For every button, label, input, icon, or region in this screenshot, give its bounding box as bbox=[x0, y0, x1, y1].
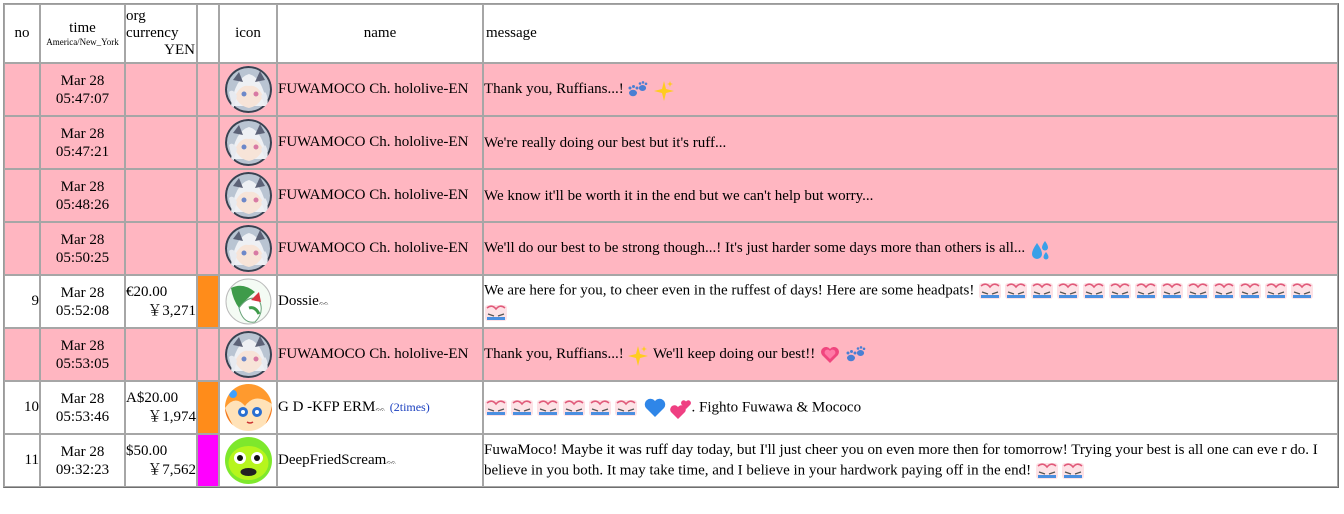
row-date: Mar 28 bbox=[60, 390, 105, 407]
row-clock: 05:47:21 bbox=[55, 143, 110, 160]
row-time bbox=[40, 116, 125, 169]
paw-prints-icon bbox=[845, 345, 867, 365]
message-text: We are here for you, to cheer even in the ruffest of days! Here are some headpats! bbox=[484, 281, 975, 298]
row-message bbox=[483, 275, 1338, 328]
row-icon bbox=[219, 434, 277, 487]
table-row bbox=[4, 222, 1338, 275]
row-time bbox=[40, 434, 125, 487]
table-row bbox=[4, 63, 1338, 116]
superchat-count: (2times) bbox=[389, 399, 430, 414]
headpat-emote-icon bbox=[1004, 280, 1028, 302]
table-header-row bbox=[4, 4, 1338, 63]
message-text: We're really doing our best but it's ruff... bbox=[484, 134, 727, 151]
col-header-org-currency-label: org currency bbox=[126, 8, 179, 41]
row-no bbox=[4, 169, 40, 222]
two-hearts-icon bbox=[670, 398, 692, 418]
original-amount: €20.00 bbox=[126, 283, 168, 300]
username: G D -KFP ERM bbox=[278, 398, 376, 415]
yen-amount: ￥3,271 bbox=[147, 302, 196, 319]
headpat-emote-icon bbox=[1160, 280, 1184, 302]
message-text: We'll do our best to be strong though...! It's just harder some days more than others is all... bbox=[484, 240, 1026, 257]
col-header-time-label: time bbox=[69, 19, 96, 36]
message-text-b: We'll keep doing our best!! bbox=[652, 346, 816, 363]
blue-heart-icon bbox=[644, 398, 666, 418]
headpat-emote-icon bbox=[1290, 280, 1314, 302]
fuwamoco-avatar[interactable] bbox=[225, 225, 272, 272]
row-icon bbox=[219, 275, 277, 328]
gd-avatar[interactable] bbox=[225, 384, 272, 431]
col-header-icon: icon bbox=[219, 4, 277, 63]
original-amount: A$20.00 bbox=[126, 389, 179, 406]
headpat-emote-icon bbox=[614, 397, 638, 419]
table-row bbox=[4, 169, 1338, 222]
row-icon bbox=[219, 222, 277, 275]
sparkles-icon bbox=[627, 345, 649, 365]
row-no bbox=[4, 328, 40, 381]
row-name: FUWAMOCO Ch. hololive-EN bbox=[277, 63, 483, 116]
row-date: Mar 28 bbox=[60, 178, 105, 195]
row-icon bbox=[219, 169, 277, 222]
row-clock: 05:48:26 bbox=[55, 196, 110, 213]
row-message bbox=[483, 434, 1338, 487]
row-date: Mar 28 bbox=[60, 125, 105, 142]
message-text: . Fighto Fuwawa & Mococo bbox=[691, 398, 862, 415]
fuwamoco-avatar[interactable] bbox=[225, 66, 272, 113]
headpat-emote-icon bbox=[1056, 280, 1080, 302]
member-badge-icon: ᨐ bbox=[318, 296, 330, 307]
row-date: Mar 28 bbox=[60, 72, 105, 89]
row-amount bbox=[125, 381, 197, 434]
headpat-emote-icon bbox=[1082, 280, 1106, 302]
col-header-yen: YEN bbox=[164, 42, 195, 58]
row-color-swatch bbox=[197, 275, 219, 328]
col-header-time bbox=[40, 4, 125, 63]
headpat-emote-icon bbox=[978, 280, 1002, 302]
row-amount bbox=[125, 222, 197, 275]
row-color-swatch bbox=[197, 434, 219, 487]
sparkles-icon bbox=[653, 80, 675, 100]
row-color-swatch bbox=[197, 222, 219, 275]
fuwamoco-avatar[interactable] bbox=[225, 119, 272, 166]
row-amount bbox=[125, 169, 197, 222]
row-icon bbox=[219, 116, 277, 169]
table-row bbox=[4, 275, 1338, 328]
member-badge-icon: ᨐ bbox=[375, 402, 386, 413]
message-text: Thank you, Ruffians...! bbox=[484, 81, 624, 98]
row-no bbox=[4, 222, 40, 275]
member-badge-icon: ᨐ bbox=[386, 455, 397, 466]
sweat-droplets-icon bbox=[1029, 239, 1051, 259]
row-amount bbox=[125, 63, 197, 116]
row-time bbox=[40, 63, 125, 116]
row-date: Mar 28 bbox=[60, 337, 105, 354]
row-name bbox=[277, 434, 483, 487]
headpat-emote-icon bbox=[1212, 280, 1236, 302]
headpat-emote-icon bbox=[1035, 460, 1059, 482]
username: Dossie bbox=[278, 292, 319, 309]
row-clock: 05:47:07 bbox=[55, 90, 110, 107]
col-header-no: no bbox=[4, 4, 40, 63]
row-no: 9 bbox=[4, 275, 40, 328]
headpat-emote-icon bbox=[1238, 280, 1262, 302]
heart-icon bbox=[819, 345, 841, 365]
row-name: FUWAMOCO Ch. hololive-EN bbox=[277, 169, 483, 222]
headpat-emotes bbox=[484, 399, 640, 415]
row-name bbox=[277, 275, 483, 328]
row-time bbox=[40, 222, 125, 275]
headpat-emote-icon bbox=[1134, 280, 1158, 302]
headpat-emote-icon bbox=[1264, 280, 1288, 302]
row-message bbox=[483, 222, 1338, 275]
col-header-timezone: America/New_York bbox=[46, 36, 119, 47]
fuwamoco-avatar[interactable] bbox=[225, 172, 272, 219]
headpat-emote-icon bbox=[1108, 280, 1132, 302]
row-message bbox=[483, 381, 1338, 434]
row-color-swatch bbox=[197, 328, 219, 381]
row-clock: 09:32:23 bbox=[55, 461, 110, 478]
row-amount bbox=[125, 434, 197, 487]
gardevoir-avatar[interactable] bbox=[225, 278, 272, 325]
yen-amount: ￥7,562 bbox=[147, 461, 196, 478]
col-header-message: message bbox=[483, 4, 1338, 63]
row-time bbox=[40, 275, 125, 328]
superchat-table bbox=[3, 3, 1339, 488]
row-clock: 05:53:46 bbox=[55, 408, 110, 425]
table-row bbox=[4, 328, 1338, 381]
headpat-emotes bbox=[1035, 462, 1087, 478]
message-text-a: Thank you, Ruffians...! bbox=[484, 346, 624, 363]
headpat-emote-icon bbox=[588, 397, 612, 419]
paw-prints-icon bbox=[627, 80, 649, 100]
deepfriedscream-avatar[interactable] bbox=[225, 437, 272, 484]
row-no bbox=[4, 116, 40, 169]
row-name: FUWAMOCO Ch. hololive-EN bbox=[277, 116, 483, 169]
fuwamoco-avatar[interactable] bbox=[225, 331, 272, 378]
row-date: Mar 28 bbox=[60, 231, 105, 248]
original-amount: $50.00 bbox=[126, 442, 168, 459]
message-text: FuwaMoco! Maybe it was ruff day today, but I'll just cheer you on even more then for tomorrow! Trying your best is all one can eve r do. I believe in you both. It may take time, and I believe in your hardwork paying off in the end! bbox=[484, 441, 1318, 478]
col-header-color bbox=[197, 4, 219, 63]
row-color-swatch bbox=[197, 381, 219, 434]
headpat-emote-icon bbox=[536, 397, 560, 419]
table-row bbox=[4, 116, 1338, 169]
row-message bbox=[483, 63, 1338, 116]
row-message bbox=[483, 169, 1338, 222]
row-no: 10 bbox=[4, 381, 40, 434]
table-row bbox=[4, 434, 1338, 487]
row-name: FUWAMOCO Ch. hololive-EN bbox=[277, 328, 483, 381]
row-no bbox=[4, 63, 40, 116]
row-clock: 05:52:08 bbox=[55, 302, 110, 319]
row-message bbox=[483, 328, 1338, 381]
row-clock: 05:50:25 bbox=[55, 249, 110, 266]
headpat-emote-icon bbox=[510, 397, 534, 419]
col-header-org-currency bbox=[125, 4, 197, 63]
row-time bbox=[40, 169, 125, 222]
table-row bbox=[4, 381, 1338, 434]
row-no: 11 bbox=[4, 434, 40, 487]
row-date: Mar 28 bbox=[60, 443, 105, 460]
row-icon bbox=[219, 63, 277, 116]
headpat-emote-icon bbox=[1061, 460, 1085, 482]
headpat-emote-icon bbox=[484, 397, 508, 419]
row-amount bbox=[125, 275, 197, 328]
row-amount bbox=[125, 116, 197, 169]
row-name bbox=[277, 381, 483, 434]
headpat-emote-icon bbox=[562, 397, 586, 419]
row-time bbox=[40, 381, 125, 434]
headpat-emote-icon bbox=[484, 302, 508, 324]
row-time bbox=[40, 328, 125, 381]
headpat-emote-icon bbox=[1186, 280, 1210, 302]
row-clock: 05:53:05 bbox=[55, 355, 110, 372]
row-color-swatch bbox=[197, 169, 219, 222]
col-header-name: name bbox=[277, 4, 483, 63]
row-date: Mar 28 bbox=[60, 284, 105, 301]
row-name: FUWAMOCO Ch. hololive-EN bbox=[277, 222, 483, 275]
row-amount bbox=[125, 328, 197, 381]
username: DeepFriedScream bbox=[278, 451, 387, 468]
superchat-table-container bbox=[3, 3, 1339, 488]
row-message bbox=[483, 116, 1338, 169]
row-icon bbox=[219, 381, 277, 434]
message-text: We know it'll be worth it in the end but we can't help but worry... bbox=[484, 187, 874, 204]
headpat-emote-icon bbox=[1030, 280, 1054, 302]
row-icon bbox=[219, 328, 277, 381]
yen-amount: ￥1,974 bbox=[147, 408, 196, 425]
row-color-swatch bbox=[197, 116, 219, 169]
row-color-swatch bbox=[197, 63, 219, 116]
